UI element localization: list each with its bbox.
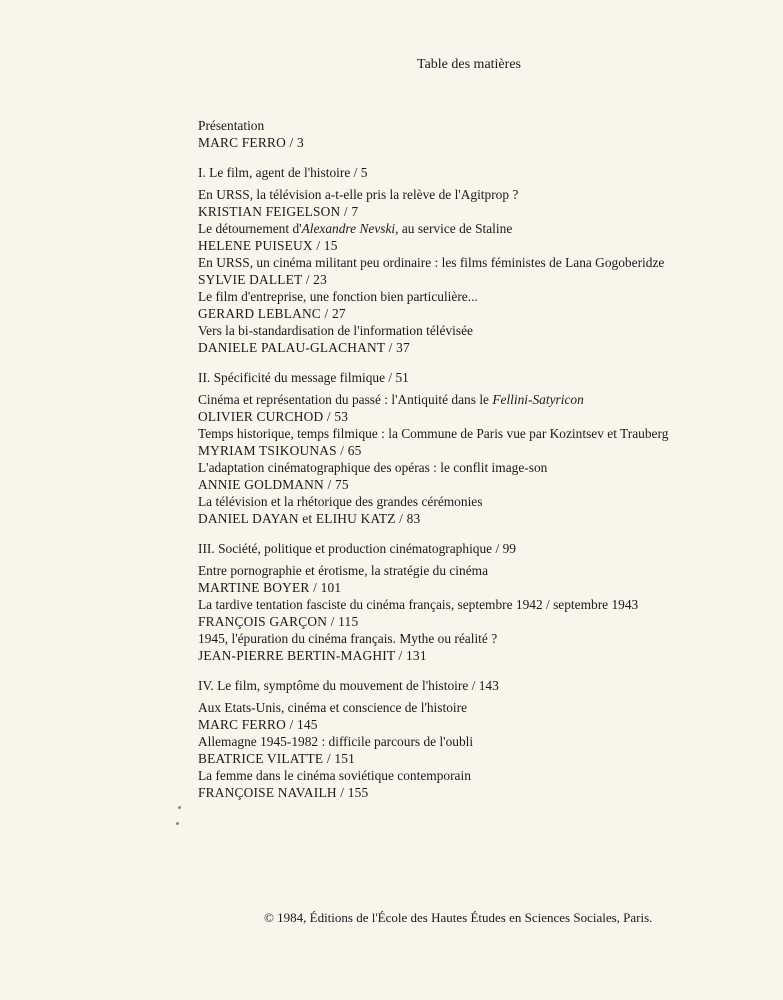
entry-title-text: Vers la bi-standardisation de l'information télévisée	[198, 323, 473, 338]
entry-author: MYRIAM TSIKOUNAS	[198, 443, 337, 458]
entry-title-text: Le film d'entreprise, une fonction bien particulière...	[198, 289, 478, 304]
section-heading-title: IV. Le film, symptôme du mouvement de l'histoire	[198, 678, 469, 693]
entry-author-line	[198, 784, 758, 801]
entry-page-number: 37	[396, 340, 410, 355]
entry-page-number: 115	[338, 614, 359, 629]
entry-page-number: 131	[406, 648, 427, 663]
entry-title	[198, 220, 758, 237]
entry-page-number: 151	[334, 751, 356, 766]
page-separator: /	[385, 370, 396, 385]
entry-title-text: La femme dans le cinéma soviétique contemporain	[198, 768, 471, 783]
page-separator: /	[395, 648, 407, 663]
page-separator: /	[320, 306, 332, 321]
entry-author: MARC FERRO	[198, 717, 286, 732]
presentation-page: 3	[296, 135, 304, 150]
entry-author: KRISTIAN FEIGELSON	[198, 204, 341, 219]
entry-title	[198, 493, 758, 510]
entry-title-text: Le détournement d'	[198, 221, 302, 236]
entry-author: JEAN-PIERRE BERTIN-MAGHIT	[198, 648, 395, 663]
section-page-number: 51	[395, 370, 409, 385]
section-heading-title: I. Le film, agent de l'histoire	[198, 165, 351, 180]
entry-author: OLIVIER CURCHOD	[198, 409, 324, 424]
entry-author: GERARD LEBLANC	[198, 306, 321, 321]
entry-author-line	[198, 510, 758, 527]
entry-author-line	[198, 750, 758, 767]
page-separator: /	[492, 541, 503, 556]
entry-author-line	[198, 647, 758, 664]
page-separator: /	[385, 340, 397, 355]
entry-title	[198, 425, 758, 442]
section-page-number: 5	[360, 165, 368, 180]
entry-page-number: 7	[351, 204, 359, 219]
entry-title	[198, 391, 758, 408]
entry-title	[198, 562, 758, 579]
entry-author-line	[198, 613, 758, 630]
entry-page-number: 101	[320, 580, 342, 595]
section-heading	[198, 540, 758, 557]
entry-page-number: 75	[334, 477, 349, 492]
presentation-title: Présentation	[198, 118, 265, 133]
entry-title	[198, 186, 758, 203]
entry-title-text: , au service de Staline	[395, 221, 513, 236]
entry-title	[198, 459, 758, 476]
entry-title-text: La tardive tentation fasciste du cinéma français, septembre 1942 / septembre 1943	[198, 597, 639, 612]
entry-page-number: 155	[347, 785, 369, 800]
entry-title	[198, 630, 758, 647]
entry-author-line	[198, 305, 758, 322]
entry-film-title: Alexandre Nevski	[301, 221, 396, 236]
print-speck	[178, 806, 181, 809]
entry-page-number: 23	[313, 272, 327, 287]
entry-title	[198, 288, 758, 305]
page-separator: /	[340, 204, 352, 219]
page-separator: /	[309, 580, 321, 595]
entry-author: DANIEL DAYAN et ELIHU KATZ	[198, 511, 396, 526]
entry-author-line	[198, 271, 758, 288]
section-heading	[198, 164, 758, 181]
entry-author-line	[198, 408, 758, 425]
print-speck	[176, 822, 179, 825]
section-heading-title: III. Société, politique et production cinématographique	[198, 541, 493, 556]
entry-author-line	[198, 579, 758, 596]
entry-author: BEATRICE VILATTE	[198, 751, 324, 766]
page-separator: /	[323, 409, 335, 424]
page-separator: /	[285, 717, 297, 732]
entry-page-number: 27	[331, 306, 346, 321]
entry-page-number: 15	[323, 238, 338, 253]
copyright-notice: © 1984, Éditions de l'École des Hautes Études en Sciences Sociales, Paris.	[264, 910, 653, 925]
section-page-number: 99	[502, 541, 516, 556]
entry-author-line	[198, 716, 758, 733]
page-title: Table des matières	[417, 57, 521, 72]
entry-title-text: Entre pornographie et érotisme, la stratégie du cinéma	[198, 563, 489, 578]
entry-author-line	[198, 237, 758, 254]
page-separator: /	[336, 785, 348, 800]
entry-title-text: 1945, l'épuration du cinéma français. Mythe ou réalité ?	[198, 631, 498, 646]
entry-title	[198, 767, 758, 784]
entry-author-line	[198, 339, 758, 356]
page-separator: /	[468, 678, 479, 693]
page-separator: /	[302, 272, 314, 287]
entry-title-text: En URSS, un cinéma militant peu ordinaire : les films féministes de Lana Gogoberidze	[198, 255, 665, 270]
entry-title	[198, 699, 758, 716]
entry-author-line	[198, 476, 758, 493]
section-heading-title: II. Spécificité du message filmique	[198, 370, 386, 385]
entry-page-number: 145	[296, 717, 318, 732]
entry-title	[198, 254, 758, 271]
entry-page-number: 65	[347, 443, 362, 458]
entry-author-line	[198, 203, 758, 220]
page-separator: /	[285, 135, 297, 150]
entry-title	[198, 596, 758, 613]
page-separator: /	[336, 443, 348, 458]
entry-title-text: Cinéma et représentation du passé : l'Antiquité dans le	[198, 392, 493, 407]
entry-page-number: 53	[334, 409, 349, 424]
presentation-author: MARC FERRO	[198, 135, 286, 150]
entry-title	[198, 322, 758, 339]
entry-author: DANIELE PALAU-GLACHANT	[198, 340, 386, 355]
entry-film-title: Fellini-Satyricon	[492, 392, 584, 407]
page-separator: /	[395, 511, 407, 526]
entry-author: ANNIE GOLDMANN	[198, 477, 324, 492]
entry-author: HELENE PUISEUX	[198, 238, 313, 253]
entry-author: MARTINE BOYER	[198, 580, 310, 595]
entry-author-line	[198, 442, 758, 459]
page-separator: /	[327, 614, 339, 629]
entry-title-text: En URSS, la télévision a-t-elle pris la relève de l'Agitprop ?	[198, 187, 519, 202]
entry-title-text: Temps historique, temps filmique : la Commune de Paris vue par Kozintsev et Trauberg	[198, 426, 669, 441]
entry-title-text: Allemagne 1945-1982 : difficile parcours de l'oubli	[198, 734, 474, 749]
page-separator: /	[350, 165, 361, 180]
section-heading	[198, 677, 758, 694]
entry-author: SYLVIE DALLET	[198, 272, 303, 287]
entry-title	[198, 733, 758, 750]
page-separator: /	[312, 238, 324, 253]
entry-author: FRANÇOIS GARÇON	[198, 614, 328, 629]
section-page-number: 143	[478, 678, 499, 693]
page-separator: /	[323, 751, 335, 766]
entry-title-text: L'adaptation cinématographique des opéras : le conflit image-son	[198, 460, 548, 475]
entry-author: FRANÇOISE NAVAILH	[198, 785, 337, 800]
entry-page-number: 83	[406, 511, 421, 526]
table-of-contents	[198, 117, 758, 801]
page-separator: /	[323, 477, 335, 492]
section-heading	[198, 369, 758, 386]
presentation-author-line	[198, 134, 758, 151]
entry-title-text: La télévision et la rhétorique des grandes cérémonies	[198, 494, 483, 509]
entry-title-text: Aux Etats-Unis, cinéma et conscience de l'histoire	[198, 700, 468, 715]
